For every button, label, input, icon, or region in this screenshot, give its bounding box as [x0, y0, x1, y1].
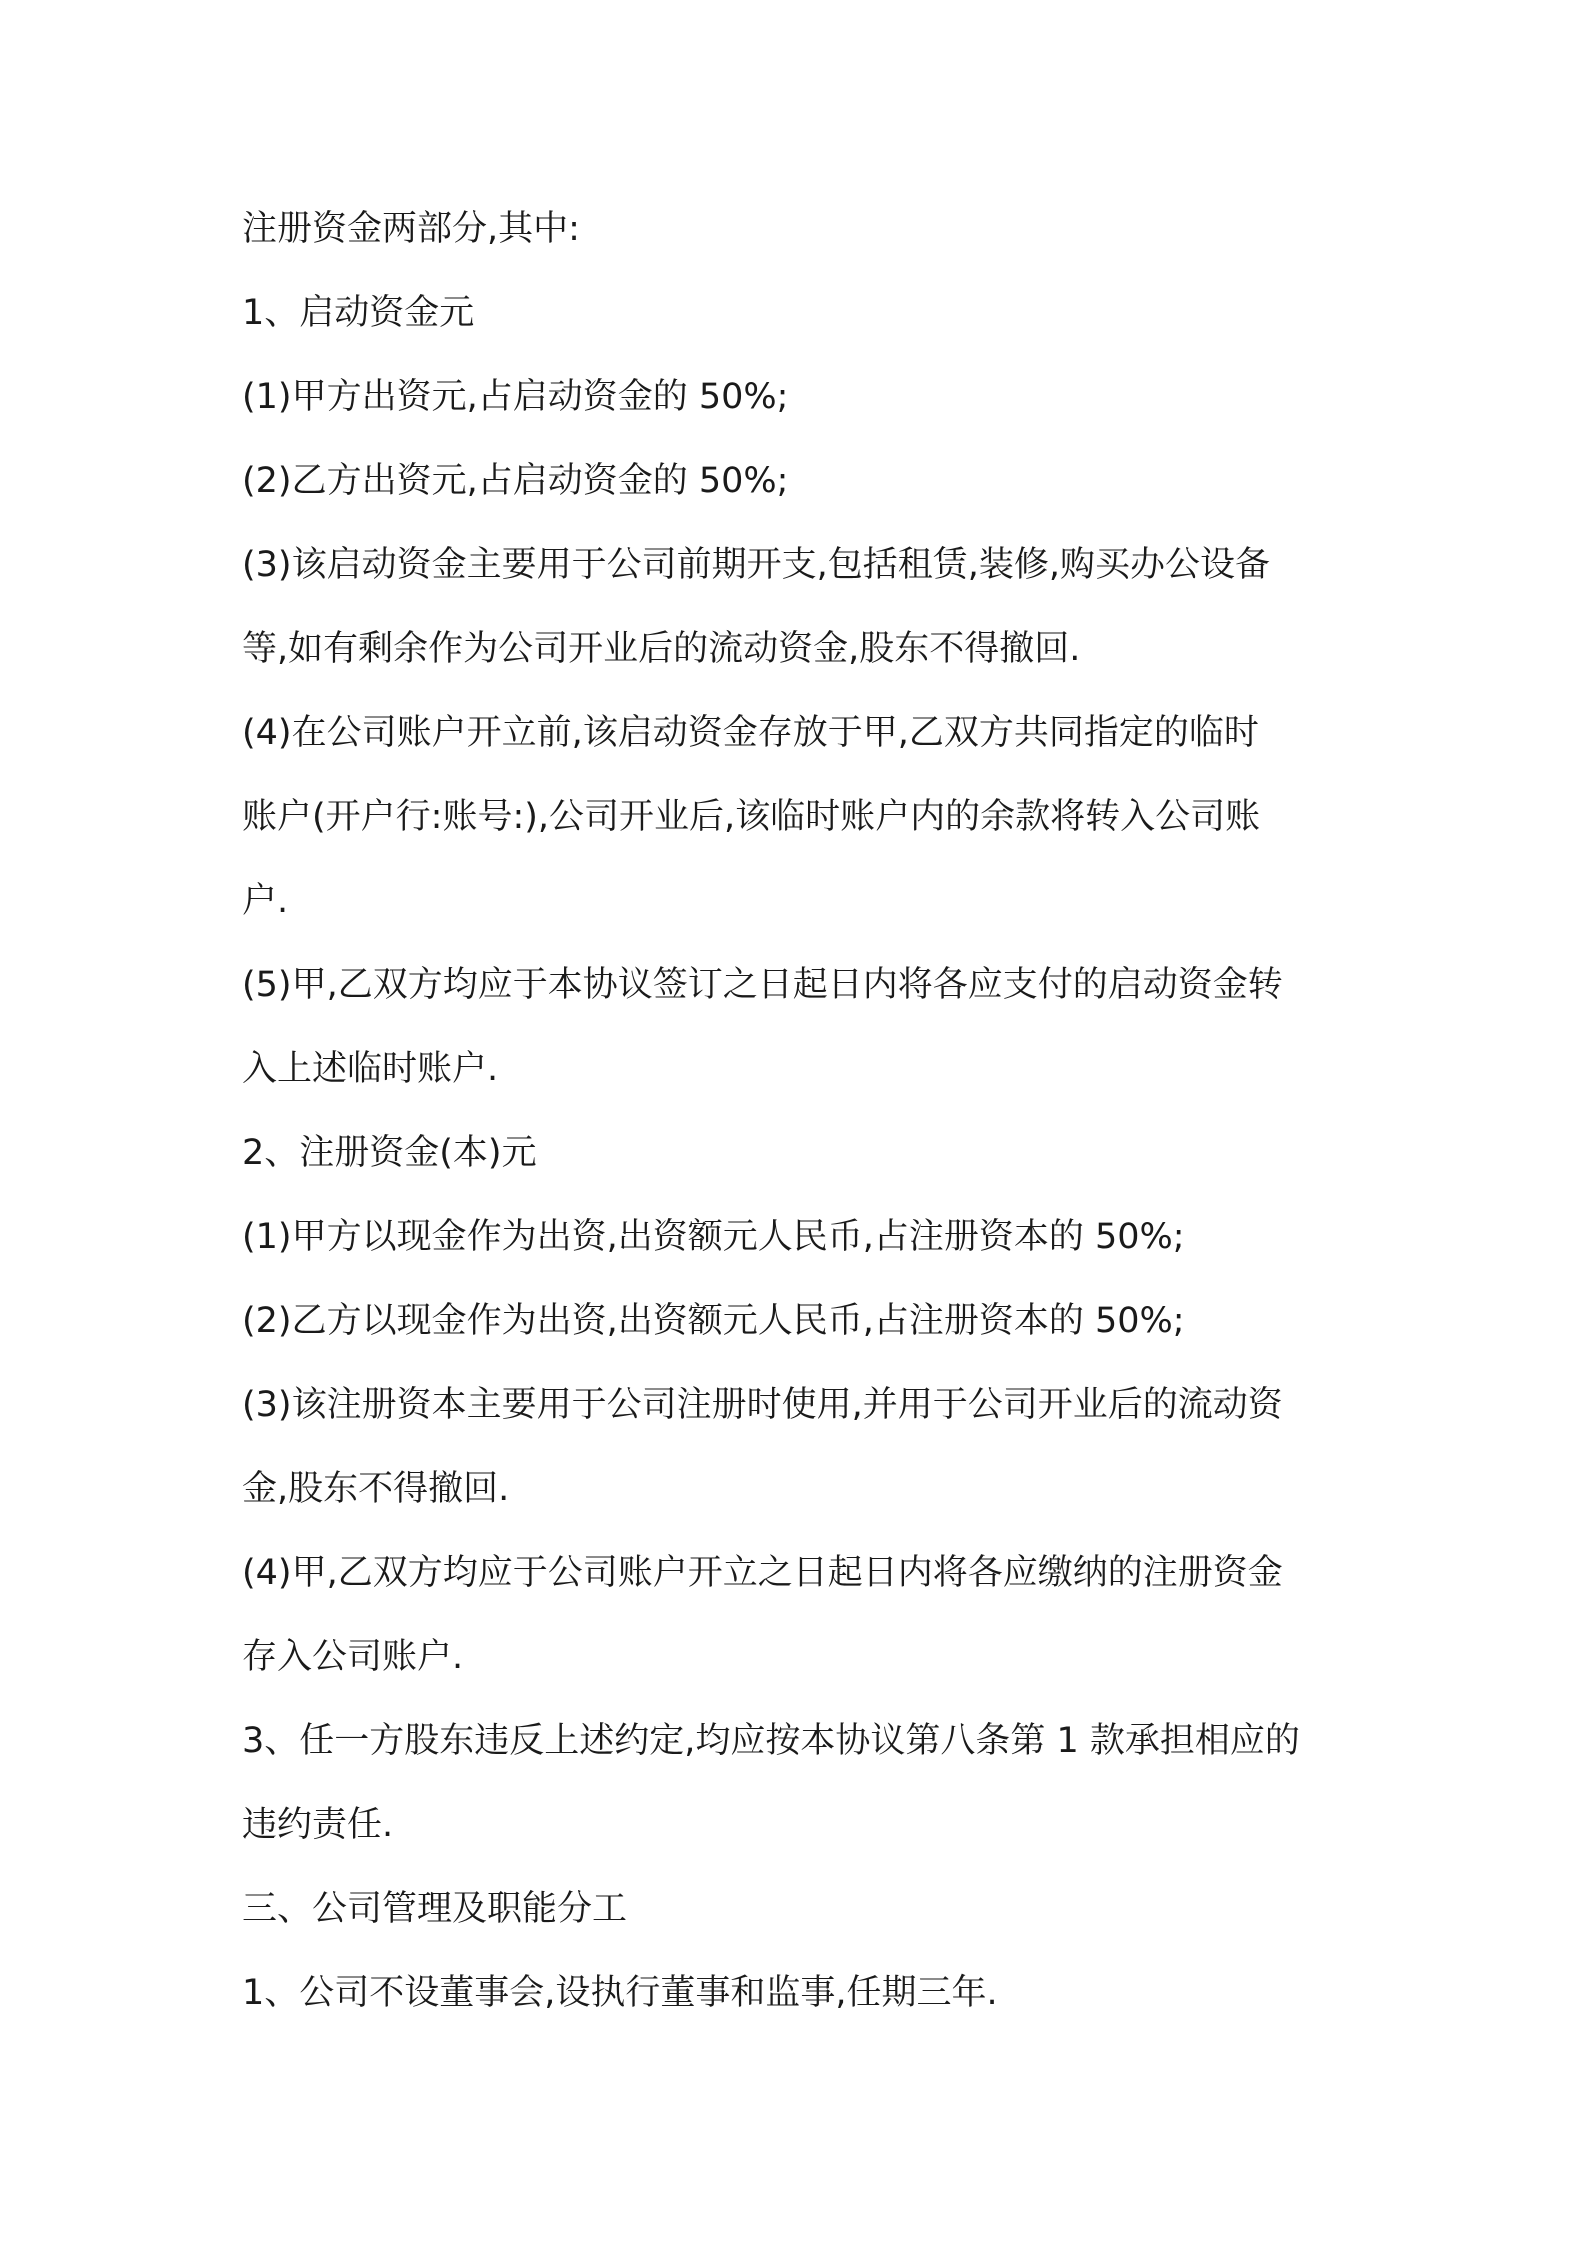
text-line: 存入公司账户. [242, 1637, 464, 1677]
text-line: (4)甲,乙双方均应于公司账户开立之日起日内将各应缴纳的注册资金 [242, 1553, 1283, 1593]
text-line: (3)该注册资本主要用于公司注册时使用,并用于公司开业后的流动资 [242, 1385, 1283, 1425]
text-line: 违约责任. [242, 1805, 394, 1845]
text-line: 三、公司管理及职能分工 [242, 1889, 628, 1929]
text-line: (2)乙方以现金作为出资,出资额元人民币,占注册资本的 50%; [242, 1301, 1185, 1341]
text-line: (1)甲方出资元,占启动资金的 50%; [242, 377, 789, 417]
text-line: 户. [242, 881, 289, 921]
text-line: (2)乙方出资元,占启动资金的 50%; [242, 461, 789, 501]
text-line: 1、启动资金元 [242, 293, 475, 333]
text-line: 2、注册资金(本)元 [242, 1133, 537, 1173]
text-line: 等,如有剩余作为公司开业后的流动资金,股东不得撤回. [242, 629, 1081, 669]
text-line: 金,股东不得撤回. [242, 1469, 510, 1509]
text-line: 入上述临时账户. [242, 1049, 499, 1089]
text-line: 注册资金两部分,其中: [242, 209, 580, 249]
text-line: 3、任一方股东违反上述约定,均应按本协议第八条第 1 款承担相应的 [242, 1721, 1300, 1761]
text-line: (1)甲方以现金作为出资,出资额元人民币,占注册资本的 50%; [242, 1217, 1185, 1257]
text-line: (5)甲,乙双方均应于本协议签订之日起日内将各应支付的启动资金转 [242, 965, 1283, 1005]
text-line: 账户(开户行:账号:),公司开业后,该临时账户内的余款将转入公司账 [242, 797, 1261, 837]
text-line: 1、公司不设董事会,设执行董事和监事,任期三年. [242, 1973, 998, 2013]
text-line: (3)该启动资金主要用于公司前期开支,包括租赁,装修,购买办公设备 [242, 545, 1270, 585]
text-line: (4)在公司账户开立前,该启动资金存放于甲,乙双方共同指定的临时 [242, 713, 1259, 753]
